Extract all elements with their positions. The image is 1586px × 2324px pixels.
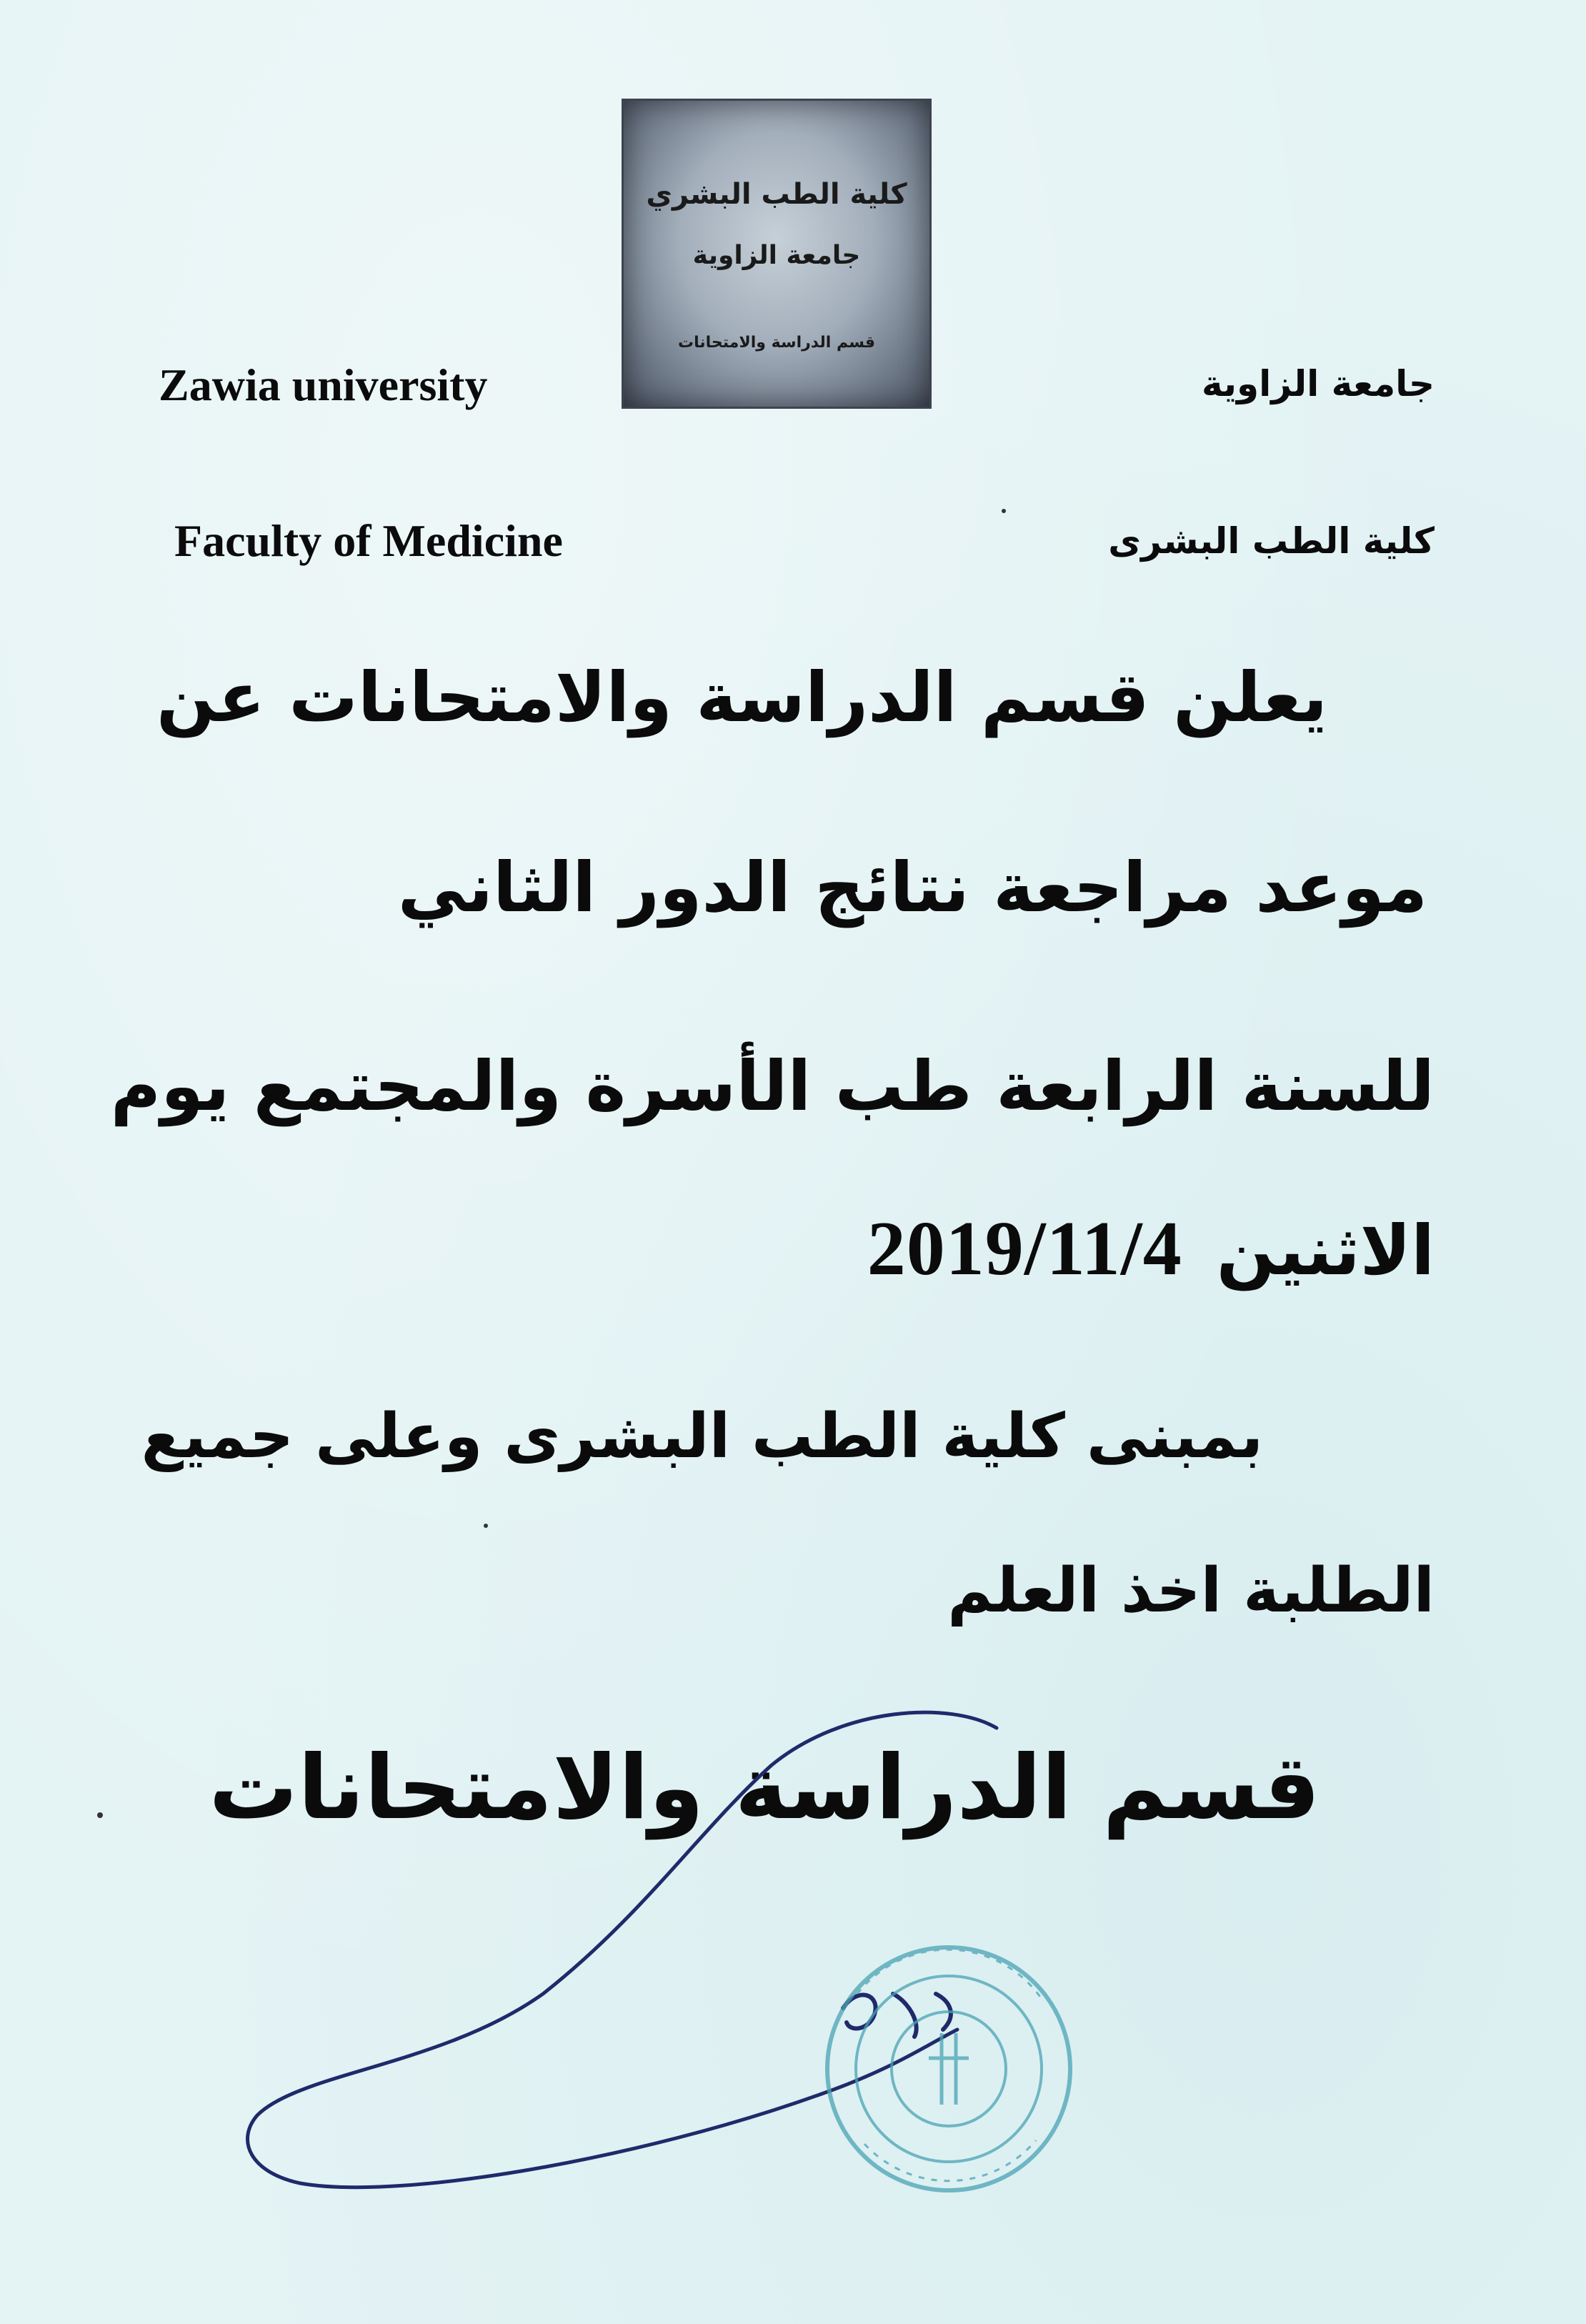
logo-university-text: جامعة الزاوية [692, 241, 861, 270]
announcement-line-4 [867, 1205, 1435, 1293]
department-signoff: قسم الدراسة والامتحانات [209, 1737, 1320, 1839]
logo-faculty-text: كلية الطب البشري [646, 178, 907, 211]
university-name-en: Zawia university [159, 359, 488, 410]
faculty-logo-stamp [622, 99, 932, 409]
announcement-date: 2019/11/4 [867, 1206, 1182, 1291]
announcement-line-6: الطلبة اخذ العلم [947, 1555, 1435, 1627]
university-name-ar: جامعة الزاوية [1201, 363, 1435, 404]
announcement-line-2: موعد مراجعة نتائج الدور الثاني [397, 848, 1427, 928]
announcement-day: الاثنين [1216, 1211, 1435, 1291]
logo-department-text: قسم الدراسة والامتحانات [678, 334, 875, 352]
announcement-line-5: بمبنى كلية الطب البشرى وعلى جميع [141, 1401, 1263, 1472]
announcement-line-1: يعلن قسم الدراسة والامتحانات عن [156, 657, 1327, 738]
faculty-name-ar: كلية الطب البشرى [1108, 520, 1435, 562]
faculty-name-en: Faculty of Medicine [174, 515, 563, 566]
announcement-line-3: للسنة الرابعة طب الأسرة والمجتمع يوم [110, 1046, 1435, 1126]
